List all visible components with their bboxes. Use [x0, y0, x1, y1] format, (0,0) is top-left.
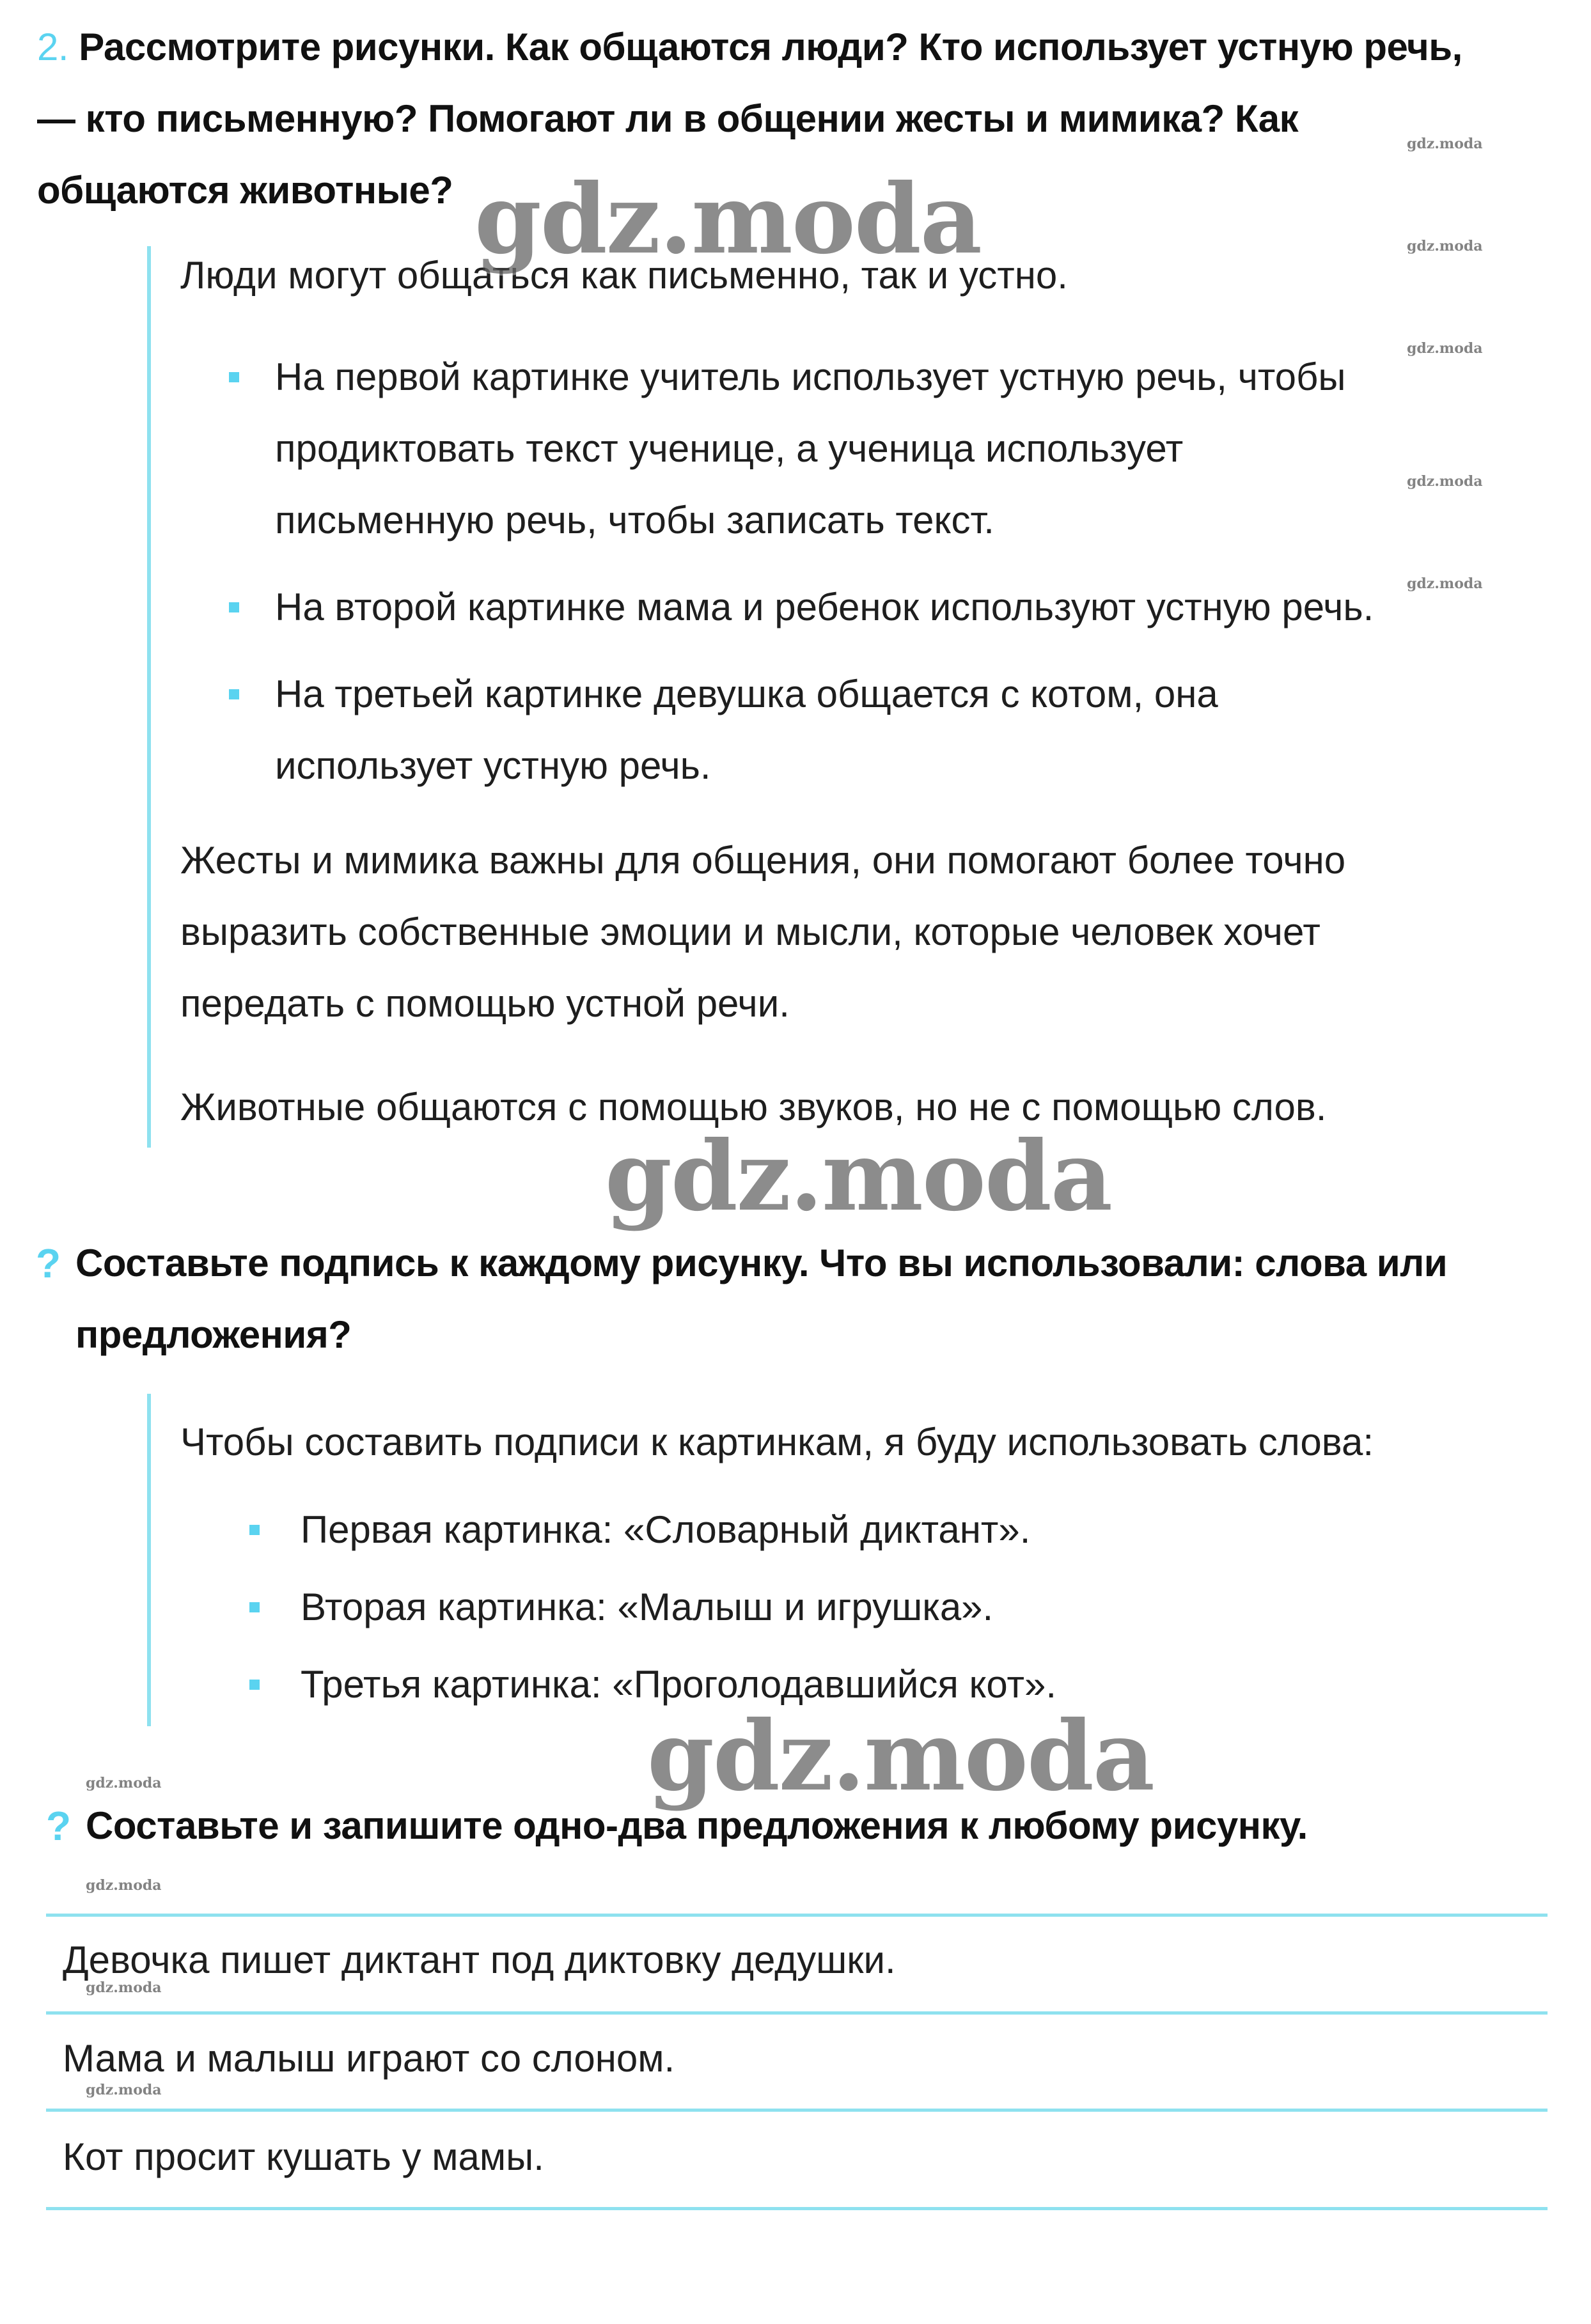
- task2-bullet-3-line-1: На третьей картинке девушка общается с котом, она: [275, 673, 1218, 715]
- captions-item-1: Первая картинка: «Словарный диктант».: [301, 1508, 1031, 1551]
- captions-answer-block: [147, 1394, 151, 1726]
- task2-bullet-2-line-1: На второй картинке мама и ребенок используют устную речь.: [275, 586, 1374, 628]
- question-mark-icon: ?: [46, 1803, 72, 1849]
- bullet-marker: [229, 602, 239, 612]
- task2-bullet-3-line-2: использует устную речь.: [275, 744, 711, 787]
- captions-item-2: Вторая картинка: «Малыш и игрушка».: [301, 1586, 994, 1628]
- task2-intro: Люди могут общаться как письменно, так и устно.: [180, 254, 1068, 297]
- writing-line: [46, 1914, 1548, 1917]
- watermark-small: gdz.moda: [86, 1979, 162, 1996]
- task2-gestures-line-2: выразить собственные эмоции и мысли, которые человек хочет: [180, 910, 1321, 953]
- task2-gestures-line-3: передать с помощью устной речи.: [180, 982, 790, 1025]
- captions-intro: Чтобы составить подписи к картинкам, я буду использовать слова:: [180, 1421, 1374, 1463]
- task2-bullet-1-line-1: На первой картинке учитель использует устную речь, чтобы: [275, 355, 1346, 398]
- bullet-marker: [229, 689, 239, 699]
- watermark-small: gdz.moda: [1407, 575, 1483, 592]
- task2-answer-block: [147, 246, 151, 1148]
- captions-item-3: Третья картинка: «Проголодавшийся кот».: [301, 1663, 1056, 1706]
- task2-number: 2.: [37, 26, 69, 68]
- sentence-2: Мама и малыш играют со слоном.: [63, 2037, 675, 2080]
- watermark-small: gdz.moda: [1407, 238, 1483, 254]
- bullet-marker: [249, 1680, 260, 1690]
- captions-question-line-1: Составьте подпись к каждому рисунку. Что вы использовали: слова или: [75, 1242, 1448, 1284]
- task2-question-line-1: 2. Рассмотрите рисунки. Как общаются люди? Кто использует устную речь,: [37, 26, 1462, 68]
- writing-line: [46, 2011, 1548, 2015]
- watermark-logo: gdz.moda: [647, 1700, 1154, 1813]
- task2-bullet-1-line-2: продиктовать текст ученице, а ученица использует: [275, 427, 1184, 470]
- bullet-marker: [249, 1602, 260, 1612]
- bullet-marker: [249, 1525, 260, 1535]
- watermark-small: gdz.moda: [1407, 340, 1483, 357]
- task2-question-line-2: — кто письменную? Помогают ли в общении жесты и мимика? Как: [37, 97, 1299, 140]
- captions-question-line-2: предложения?: [75, 1313, 352, 1356]
- sentence-1: Девочка пишет диктант под диктовку дедушки.: [63, 1938, 896, 1981]
- writing-line: [46, 2109, 1548, 2112]
- bullet-marker: [229, 372, 239, 382]
- watermark-logo: gdz.moda: [474, 163, 982, 276]
- watermark-logo: gdz.moda: [605, 1120, 1112, 1233]
- task2-animals: Животные общаются с помощью звуков, но не с помощью слов.: [180, 1086, 1327, 1128]
- sentence-3: Кот просит кушать у мамы.: [63, 2135, 544, 2178]
- watermark-small: gdz.moda: [86, 1775, 162, 1791]
- task2-bullet-1-line-3: письменную речь, чтобы записать текст.: [275, 499, 994, 542]
- watermark-small: gdz.moda: [86, 2082, 162, 2098]
- watermark-small: gdz.moda: [1407, 136, 1483, 152]
- watermark-small: gdz.moda: [86, 1877, 162, 1894]
- watermark-small: gdz.moda: [1407, 473, 1483, 490]
- sentences-question: Составьте и запишите одно-два предложения к любому рисунку.: [86, 1804, 1308, 1847]
- task2-question-line-3: общаются животные?: [37, 169, 453, 212]
- writing-line: [46, 2207, 1548, 2210]
- task2-gestures-line-1: Жесты и мимика важны для общения, они помогают более точно: [180, 839, 1346, 882]
- question-mark-icon: ?: [36, 1240, 61, 1286]
